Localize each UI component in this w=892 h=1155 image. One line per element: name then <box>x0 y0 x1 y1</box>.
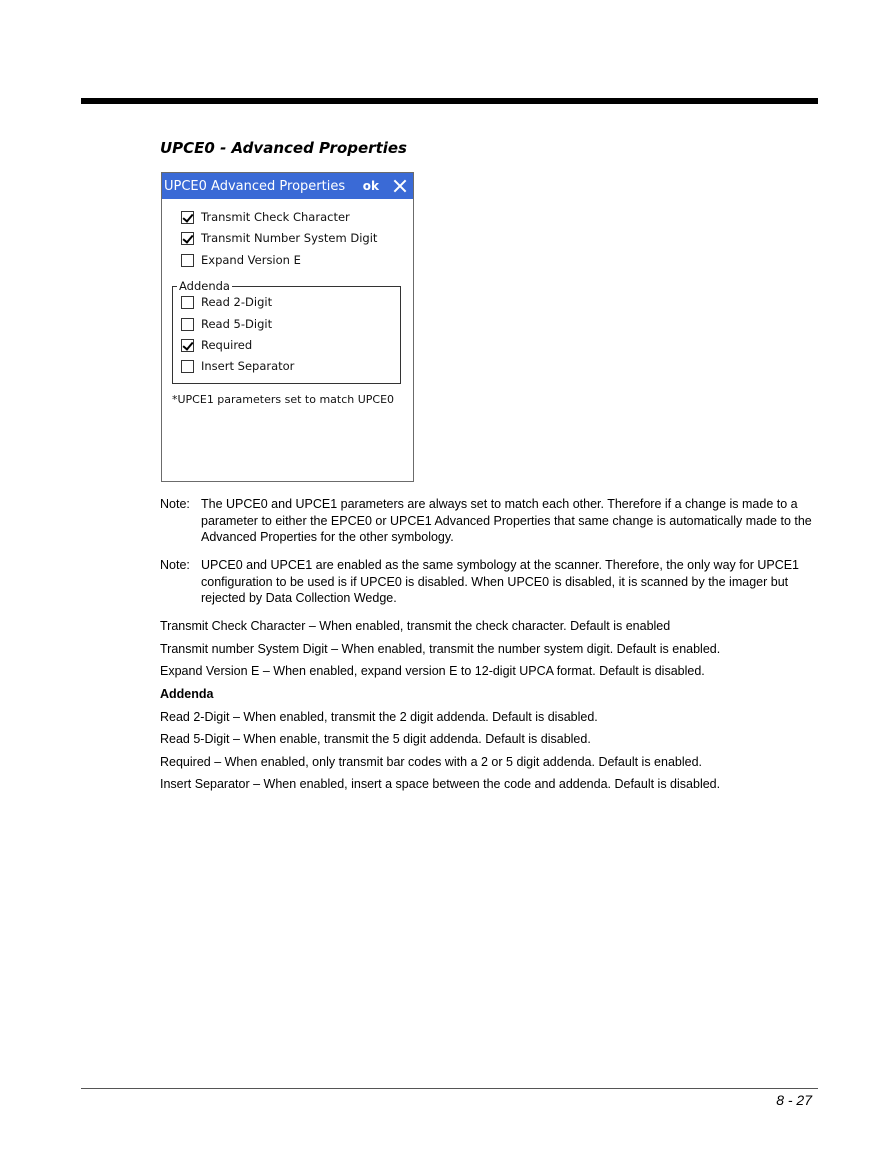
addenda-heading: Addenda <box>160 687 214 701</box>
option-transmit-check-character[interactable] <box>181 210 350 224</box>
desc-insert-separator: Insert Separator – When enabled, insert a space between the code and addenda. Default is disabled. <box>160 777 721 791</box>
dialog-title: UPCE0 Advanced Properties <box>164 178 346 194</box>
note-2 <box>160 557 815 607</box>
page-number: 8 - 27 <box>776 1092 812 1108</box>
desc-read-2-digit: Read 2-Digit – When enabled, transmit the 2 digit addenda. Default is disabled. <box>160 710 598 724</box>
note-label: Note: <box>160 497 190 511</box>
note-text: The UPCE0 and UPCE1 parameters are always set to match each other. Therefore if a change is made to a parameter to either the EPCE0 or UPCE1 Advanced Properties that same change is automatically made to the Advanced Properties for the other symbology. <box>201 497 812 544</box>
close-icon[interactable] <box>393 179 407 193</box>
checkbox-checked-icon[interactable] <box>181 232 194 245</box>
option-read-5-digit[interactable] <box>181 317 272 331</box>
option-label: Insert Separator <box>201 359 295 373</box>
checkbox-checked-icon[interactable] <box>181 211 194 224</box>
option-label: Read 2-Digit <box>201 295 273 309</box>
checkbox-unchecked-icon[interactable] <box>181 360 194 373</box>
top-rule <box>81 98 818 104</box>
desc-expand-version-e: Expand Version E – When enabled, expand version E to 12-digit UPCA format. Default is disabled. <box>160 664 705 678</box>
ok-button[interactable]: ok <box>362 179 379 193</box>
checkbox-unchecked-icon[interactable] <box>181 296 194 309</box>
desc-transmit-number-system-digit: Transmit number System Digit – When enabled, transmit the number system digit. Default is enabled. <box>160 642 721 656</box>
dialog-titlebar <box>162 173 413 199</box>
option-label: Required <box>201 338 253 352</box>
desc-transmit-check-character: Transmit Check Character – When enabled, transmit the check character. Default is enabled <box>160 619 671 633</box>
desc-required: Required – When enabled, only transmit bar codes with a 2 or 5 digit addenda. Default is enabled. <box>160 755 702 769</box>
option-label: Read 5-Digit <box>201 317 273 331</box>
note-1 <box>160 496 815 546</box>
desc-read-5-digit: Read 5-Digit – When enable, transmit the 5 digit addenda. Default is disabled. <box>160 732 591 746</box>
option-label: Transmit Check Character <box>201 210 350 224</box>
option-label: Expand Version E <box>201 253 301 267</box>
section-title: UPCE0 - Advanced Properties <box>160 139 407 157</box>
checkbox-unchecked-icon[interactable] <box>181 254 194 267</box>
option-required[interactable] <box>181 338 252 352</box>
checkbox-checked-icon[interactable] <box>181 339 194 352</box>
option-expand-version-e[interactable] <box>181 253 301 267</box>
note-text: UPCE0 and UPCE1 are enabled as the same symbology at the scanner. Therefore, the only way for UPCE1 configuration to be used is if UPCE0 is disabled. When UPCE0 is disabled, it is scanned by the imager but rejected by Data Collection Wedge. <box>201 558 800 605</box>
dialog-footnote: *UPCE1 parameters set to match UPCE0 <box>172 393 395 406</box>
option-read-2-digit[interactable] <box>181 295 272 309</box>
addenda-legend: Addenda <box>179 279 230 293</box>
option-insert-separator[interactable] <box>181 359 294 373</box>
upce0-dialog <box>161 172 414 482</box>
option-label: Transmit Number System Digit <box>201 231 378 245</box>
note-label: Note: <box>160 558 190 572</box>
checkbox-unchecked-icon[interactable] <box>181 318 194 331</box>
option-transmit-number-system-digit[interactable] <box>181 231 377 245</box>
bottom-rule <box>81 1088 818 1089</box>
